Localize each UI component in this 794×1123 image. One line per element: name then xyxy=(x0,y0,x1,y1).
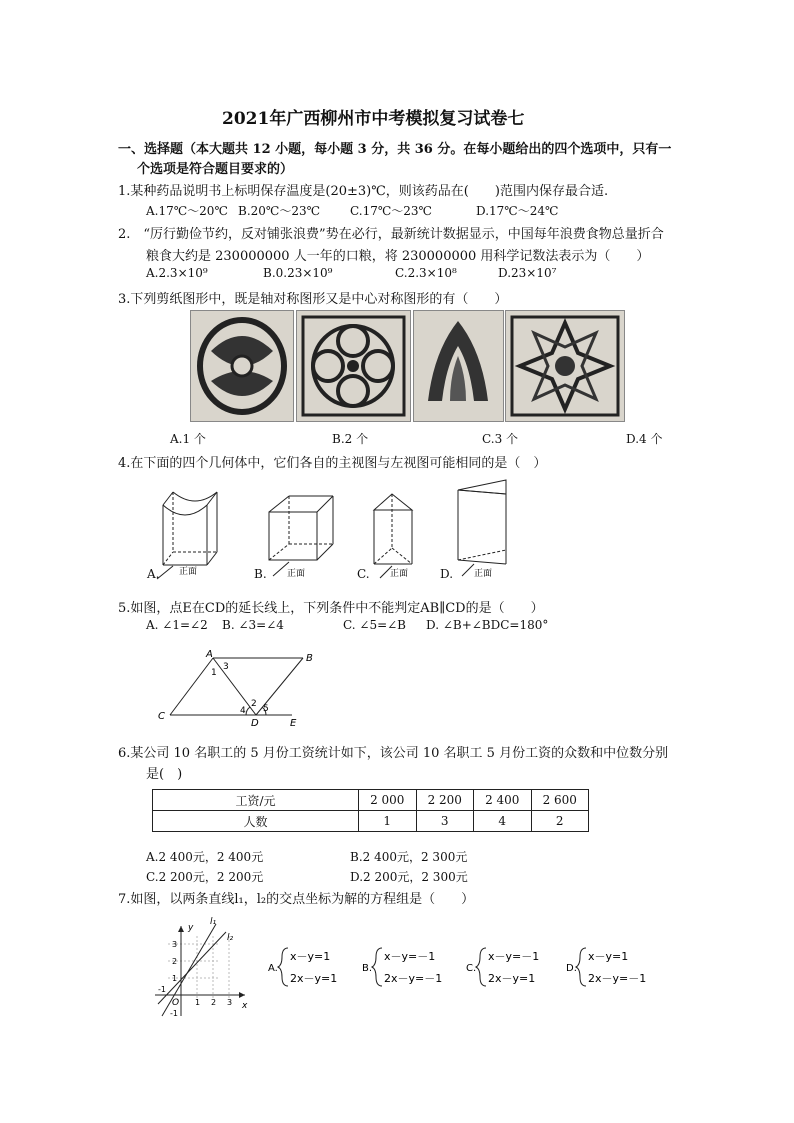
section-heading-line2: 个选项是符合题目要求的） xyxy=(137,162,294,177)
wage-table xyxy=(152,789,589,832)
svg-text:C.: C. xyxy=(466,963,477,974)
q4-option-c: C. xyxy=(357,567,370,581)
angle-1-label: 1 xyxy=(211,668,217,678)
svg-text:2x－y=1: 2x－y=1 xyxy=(488,972,536,985)
solid-figure-c xyxy=(364,482,434,582)
table-cell: 4 xyxy=(474,811,532,832)
table-cell: 2 xyxy=(531,811,589,832)
q6-option-d: D.2 200元，2 300元 xyxy=(350,870,468,884)
q2-option-d: D.23×10⁷ xyxy=(498,266,557,280)
question-5-stem: 5.如图，点E在CD的延长线上，下列条件中不能判定AB∥CD的是（ ） xyxy=(118,601,544,616)
svg-text:x－y=－1: x－y=－1 xyxy=(488,950,540,963)
question-2-line2: 粮食大约是 230000000 人一年的口粮，将 230000000 用科学记数法表示为（ ） xyxy=(146,249,650,264)
table-row xyxy=(153,790,589,811)
tick-x-minus-1: -1 xyxy=(158,985,166,994)
q1-option-b: B.20℃～23℃ xyxy=(238,204,321,218)
tick-x-1: 1 xyxy=(195,998,201,1007)
front-label-d: 正面 xyxy=(474,569,493,579)
svg-text:2x－y=－1: 2x－y=－1 xyxy=(384,972,443,985)
q5-option-b: B. ∠3=∠4 xyxy=(222,618,284,632)
svg-text:2x－y=－1: 2x－y=－1 xyxy=(588,972,647,985)
line-l1-label: l₁ xyxy=(210,917,217,927)
q7-option-b xyxy=(362,944,462,990)
table-row xyxy=(153,811,589,832)
q1-option-a: A.17℃～20℃ xyxy=(146,204,228,218)
table-cell: 2 400 xyxy=(474,790,532,811)
question-1-stem: 1.某种药品说明书上标明保存温度是(20±3)℃，则该药品在( )范围内保存最合适. xyxy=(118,184,609,199)
q4-option-d: D. xyxy=(440,567,454,581)
question-2-line1: 2. “厉行勤俭节约，反对铺张浪费”势在必行，最新统计数据显示，中国每年浪费食物总量折合 xyxy=(118,227,664,242)
coordinate-graph xyxy=(150,916,255,1026)
q1-option-c: C.17℃～23℃ xyxy=(350,204,432,218)
svg-text:2x－y=1: 2x－y=1 xyxy=(290,972,338,985)
line-l2-label: l₂ xyxy=(227,933,234,943)
svg-text:A.: A. xyxy=(268,963,278,974)
tick-y-3: 3 xyxy=(172,940,178,949)
table-cell: 1 xyxy=(359,811,417,832)
tick-y-1: 1 xyxy=(172,974,178,983)
angle-3-label: 3 xyxy=(223,662,229,672)
q5-option-a: A. ∠1=∠2 xyxy=(146,618,208,632)
question-3-stem: 3.下列剪纸图形中，既是轴对称图形又是中心对称图形的有（ ） xyxy=(118,292,508,307)
table-cell: 2 600 xyxy=(531,790,589,811)
q3-option-b: B.2 个 xyxy=(332,432,369,446)
solid-figure-b xyxy=(255,488,335,583)
point-e-label: E xyxy=(290,718,297,729)
q6-option-a: A.2 400元，2 400元 xyxy=(146,850,264,864)
solid-figure-d xyxy=(448,474,518,582)
front-label-c: 正面 xyxy=(390,569,409,579)
q7-option-d xyxy=(566,944,666,990)
q6-option-b: B.2 400元，2 300元 xyxy=(350,850,468,864)
svg-text:D.: D. xyxy=(566,963,577,974)
section-heading-line1: 一、选择题（本大题共 12 小题，每小题 3 分，共 36 分。在每小题给出的四个选项中，只有一 xyxy=(118,142,672,157)
point-d-label: D xyxy=(251,718,259,729)
angle-4-label: 4 xyxy=(240,706,246,716)
q6-option-c: C.2 200元，2 200元 xyxy=(146,870,264,884)
front-label-a: 正面 xyxy=(179,567,198,577)
q4-option-b: B. xyxy=(254,567,267,581)
q3-option-a: A.1 个 xyxy=(170,432,206,446)
q3-option-d: D.4 个 xyxy=(626,432,663,446)
point-c-label: C xyxy=(158,711,165,722)
question-6-line1: 6.某公司 10 名职工的 5 月份工资统计如下，该公司 10 名职工 5 月份工资的众数和中位数分别 xyxy=(118,746,669,761)
q3-option-c: C.3 个 xyxy=(482,432,519,446)
point-a-label: A xyxy=(206,649,213,660)
axis-x-label: x xyxy=(242,1001,248,1011)
table-cell: 2 200 xyxy=(416,790,474,811)
origin-label: O xyxy=(172,998,180,1008)
tick-x-3: 3 xyxy=(227,998,233,1007)
table-header-cell: 工资/元 xyxy=(153,790,359,811)
question-7-stem: 7.如图，以两条直线l₁，l₂的交点坐标为解的方程组是（ ） xyxy=(118,892,475,907)
papercut-image-4 xyxy=(505,310,625,422)
q7-option-c xyxy=(466,944,566,990)
question-4-stem: 4.在下面的四个几何体中，它们各自的主视图与左视图可能相同的是（ ） xyxy=(118,456,547,471)
q5-option-d: D. ∠B+∠BDC=180° xyxy=(426,618,549,632)
question-6-line2: 是( ) xyxy=(146,767,183,782)
point-b-label: B xyxy=(306,653,313,664)
axis-y-label: y xyxy=(188,923,194,933)
q5-option-c: C. ∠5=∠B xyxy=(343,618,406,632)
parallelogram-figure xyxy=(150,645,313,730)
angle-2-label: 2 xyxy=(251,699,257,709)
svg-text:x－y=－1: x－y=－1 xyxy=(384,950,436,963)
papercut-image-2 xyxy=(296,310,411,422)
q7-option-a xyxy=(268,944,358,990)
table-cell: 3 xyxy=(416,811,474,832)
angle-5-label: 5 xyxy=(263,704,269,714)
papercut-image-1 xyxy=(190,310,294,422)
q1-option-d: D.17℃～24℃ xyxy=(476,204,559,218)
table-cell: 2 000 xyxy=(359,790,417,811)
q2-option-b: B.0.23×10⁹ xyxy=(263,266,333,280)
q4-option-a: A. xyxy=(147,567,160,581)
front-label-b: 正面 xyxy=(287,569,306,579)
svg-text:x－y=1: x－y=1 xyxy=(290,950,331,963)
tick-x-2: 2 xyxy=(211,998,217,1007)
q2-option-c: C.2.3×10⁸ xyxy=(395,266,457,280)
page-title: 2021年广西柳州市中考模拟复习试卷七 xyxy=(222,109,525,129)
svg-text:x－y=1: x－y=1 xyxy=(588,950,629,963)
table-header-cell: 人数 xyxy=(153,811,359,832)
q2-option-a: A.2.3×10⁹ xyxy=(146,266,208,280)
papercut-image-3 xyxy=(413,310,504,422)
tick-y-minus-1: -1 xyxy=(170,1009,178,1018)
svg-text:B.: B. xyxy=(362,963,373,974)
tick-y-2: 2 xyxy=(172,957,178,966)
